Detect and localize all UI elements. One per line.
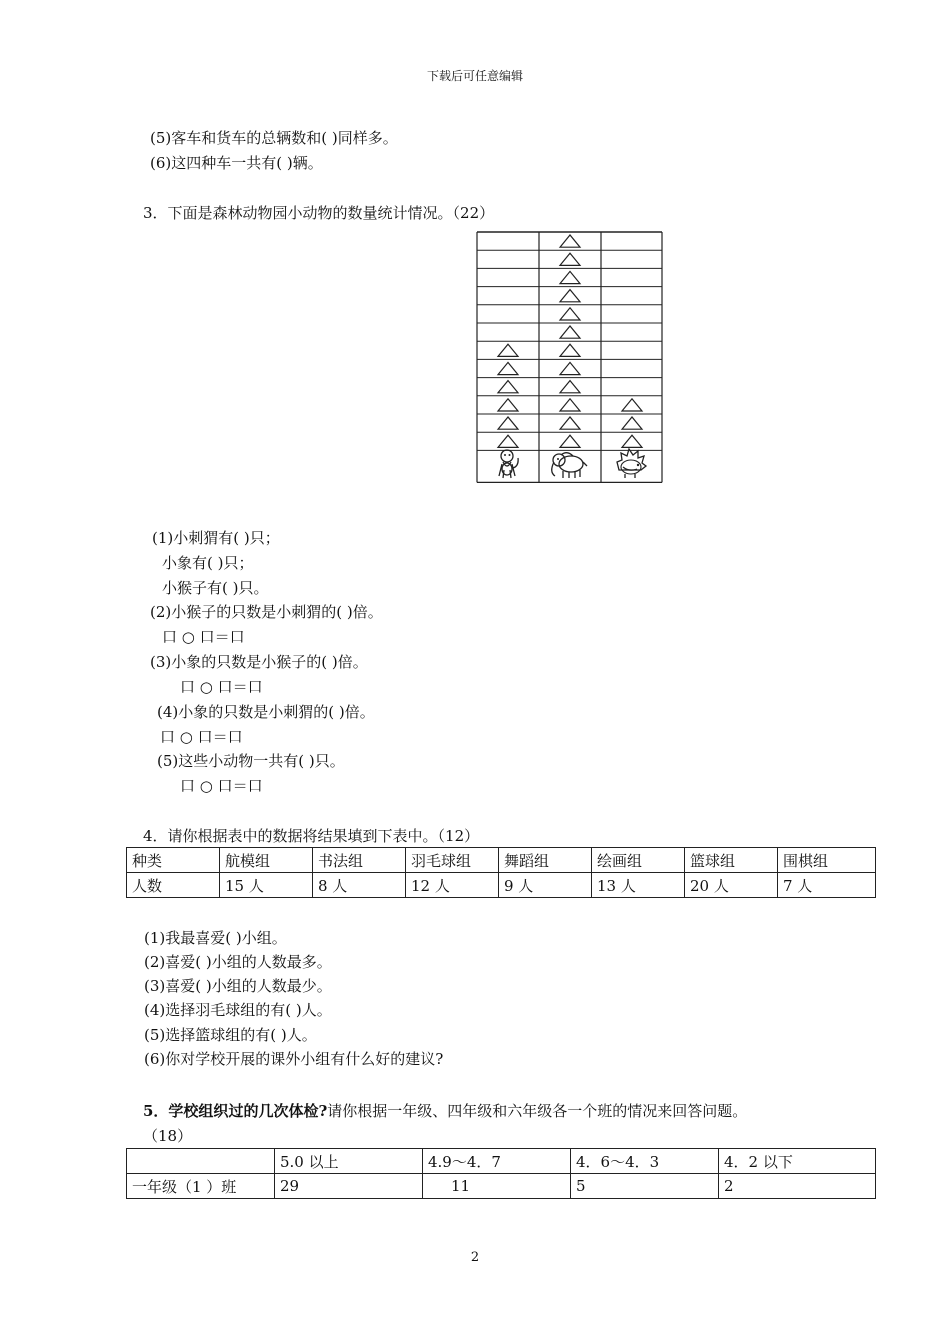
table-cell: 5.0 以上 — [275, 1149, 423, 1174]
triangle-mark — [560, 308, 580, 320]
page-header: 下载后可任意编辑 — [426, 69, 523, 83]
q3-line: (4)小象的只数是小刺猬的( )倍。 — [157, 703, 375, 721]
q5-title-rest: 请你根据一年级、四年级和六年级各一个班的情况来回答问题。 — [327, 1102, 748, 1120]
q4-line: (5)选择篮球组的有( )人。 — [144, 1026, 317, 1044]
q4-line: (4)选择羽毛球组的有( )人。 — [144, 1001, 332, 1019]
triangle-mark — [560, 417, 580, 429]
table-cell: 12 人 — [406, 873, 499, 898]
triangle-mark — [498, 399, 518, 411]
q3-line: (3)小象的只数是小猴子的( )倍。 — [150, 653, 368, 671]
q3-line: 小象有( )只； — [162, 554, 254, 572]
table-row — [127, 1174, 876, 1199]
q3-equation: 口 ○ 口＝口 — [162, 628, 245, 646]
q3-equation: 口 ○ 口＝口 — [180, 777, 263, 795]
q3-line: (1)小刺猬有( )只； — [152, 529, 280, 547]
triangle-mark — [498, 362, 518, 374]
triangle-mark — [498, 381, 518, 393]
triangle-mark — [560, 235, 580, 247]
table-cell: 9 人 — [499, 873, 592, 898]
table-cell: 绘画组 — [592, 848, 685, 873]
triangle-mark — [560, 290, 580, 302]
triangle-mark — [560, 435, 580, 447]
q3-equation: 口 ○ 口＝口 — [160, 728, 243, 746]
table-cell: 羽毛球组 — [406, 848, 499, 873]
elephant-icon — [552, 453, 587, 478]
table-cell: 舞蹈组 — [499, 848, 592, 873]
triangle-mark — [622, 399, 642, 411]
triangle-mark — [560, 326, 580, 338]
triangle-mark — [560, 271, 580, 283]
triangle-mark — [498, 417, 518, 429]
table-row — [127, 873, 876, 898]
q3-line: (5)这些小动物一共有( )只。 — [157, 752, 345, 770]
table-cell: 书法组 — [313, 848, 406, 873]
table-cell: 围棋组 — [778, 848, 876, 873]
table-cell: 11 — [423, 1174, 571, 1199]
table-cell: 13 人 — [592, 873, 685, 898]
table-cell: 一年级（1 ）班 — [127, 1174, 275, 1199]
monkey-icon — [499, 450, 518, 478]
table-cell: 2 — [719, 1174, 876, 1199]
chart-grid — [477, 232, 662, 482]
table-cell: 4.9～4．7 — [423, 1149, 571, 1174]
q4-line: (6)你对学校开展的课外小组有什么好的建议? — [144, 1050, 444, 1068]
page-number: 2 — [470, 1250, 480, 1265]
table-cell — [127, 1149, 275, 1174]
table-cell: 人数 — [127, 873, 220, 898]
triangle-mark — [498, 344, 518, 356]
table-cell: 4．6～4．3 — [571, 1149, 719, 1174]
q4-line: (3)喜爱( )小组的人数最少。 — [144, 977, 332, 995]
triangle-mark — [560, 344, 580, 356]
q5-title-bold: 5．学校组织过的几次体检? — [143, 1102, 328, 1120]
table-cell: 15 人 — [220, 873, 313, 898]
q4-line: (1)我最喜爱( )小组。 — [144, 929, 287, 947]
q5-title — [143, 1100, 747, 1121]
triangle-mark — [560, 399, 580, 411]
table-cell: 5 — [571, 1174, 719, 1199]
table-cell: 4．2 以下 — [719, 1149, 876, 1174]
table-cell: 29 — [275, 1174, 423, 1199]
q4-line: (2)喜爱( )小组的人数最多。 — [144, 953, 332, 971]
question-line: (6)这四种车一共有( )辆。 — [150, 154, 323, 172]
q3-title: 3．下面是森林动物园小动物的数量统计情况。（22） — [143, 204, 495, 222]
triangle-mark — [560, 253, 580, 265]
triangle-mark — [622, 417, 642, 429]
q3-line: (2)小猴子的只数是小刺猬的( )倍。 — [150, 603, 383, 621]
triangle-mark — [560, 362, 580, 374]
question-line: (5)客车和货车的总辆数和( )同样多。 — [150, 129, 398, 147]
triangle-mark — [560, 381, 580, 393]
table-cell: 7 人 — [778, 873, 876, 898]
hedgehog-icon — [617, 449, 646, 478]
triangle-mark — [622, 435, 642, 447]
table-cell: 篮球组 — [685, 848, 778, 873]
table-cell: 种类 — [127, 848, 220, 873]
table-cell: 20 人 — [685, 873, 778, 898]
q4-title: 4．请你根据表中的数据将结果填到下表中。（12） — [143, 827, 480, 845]
table-row — [127, 848, 876, 873]
table-row — [127, 1149, 876, 1174]
q4-table — [126, 847, 876, 898]
animal-pictogram-chart — [476, 231, 663, 483]
q3-line: 小猴子有( )只。 — [162, 579, 269, 597]
triangle-mark — [498, 435, 518, 447]
table-cell: 8 人 — [313, 873, 406, 898]
table-cell: 航模组 — [220, 848, 313, 873]
q3-equation: 口 ○ 口＝口 — [180, 678, 263, 696]
q5-score: （18） — [143, 1127, 193, 1145]
q5-table — [126, 1148, 876, 1199]
